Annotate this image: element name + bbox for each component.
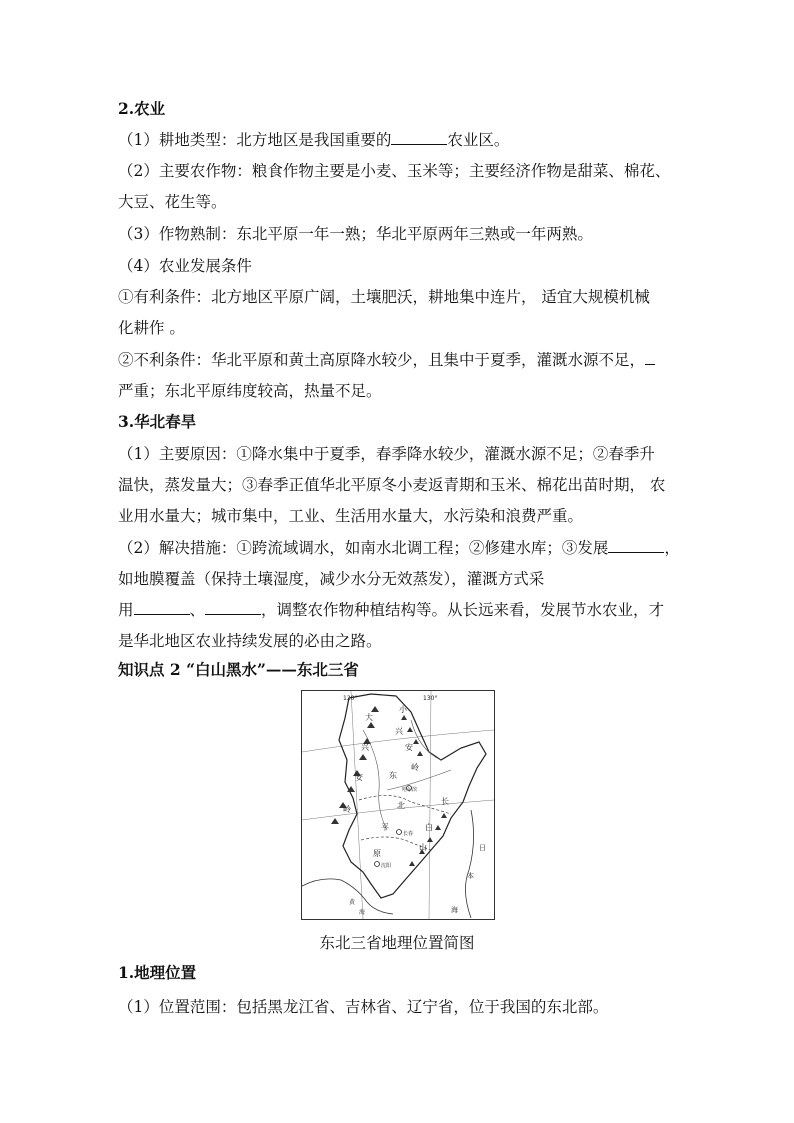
paragraph-crops-line1: （2）主要农作物：粮食作物主要是小麦、玉米等；主要经济作物是甜菜、棉花、 (118, 162, 671, 180)
text-segment: 用 (118, 601, 134, 619)
label-shenyang: 沈阳 (381, 863, 392, 869)
section-heading-location: 1.地理位置 (118, 963, 197, 982)
label-ri: 日 (479, 844, 486, 852)
paragraph-causes-line2: 温快，蒸发量大；③春季正值华北平原冬小麦返青期和玉米、棉花出苗时期， 农 (118, 476, 666, 494)
text-segment: （2）解决措施：①跨流域调水，如南水北调工程；②修建水库；③发展 (118, 539, 609, 557)
label-hai: 海 (451, 906, 458, 914)
label-an: 安 (355, 773, 363, 782)
label-bei: 北 (397, 801, 405, 810)
label-xing: 兴 (361, 743, 369, 752)
paragraph-cropping-system: （3）作物熟制：东北平原一年一熟；华北平原两年三熟或一年两熟。 (118, 225, 593, 243)
section-heading-agriculture: 2.农业 (118, 99, 166, 118)
text-segment: 、 (189, 601, 206, 619)
lon-label-130: 130° (423, 695, 438, 702)
paragraph-measures-line1 (118, 537, 680, 559)
label-xing2: 兴 (395, 727, 403, 736)
paragraph-favorable-line1: ①有利条件：北方地区平原广阔，土壤肥沃，耕地集中连片， 适宜大规模机械 (118, 288, 650, 306)
label-yuan: 原 (373, 849, 381, 858)
fill-blank[interactable] (134, 600, 190, 615)
fill-blank[interactable] (391, 130, 447, 145)
label-an2: 安 (405, 743, 413, 752)
paragraph-crops-line2: 大豆、花生等。 (118, 193, 227, 211)
paragraph-favorable-line2: 化耕作 。 (118, 319, 185, 337)
label-ling2: 岭 (411, 763, 419, 772)
label-shan: 山 (419, 843, 427, 852)
paragraph-causes-line1: （1）主要原因：①降水集中于夏季，春季降水较少，灌溉水源不足；②春季升 (118, 445, 655, 463)
label-dong: 东 (389, 771, 397, 780)
section-heading-spring-drought: 3.华北春旱 (118, 412, 197, 431)
text-segment: （1）耕地类型：北方地区是我国重要的 (118, 131, 392, 149)
label-da: 大 (365, 713, 373, 722)
label-ben: 本 (467, 872, 474, 880)
paragraph-farmland-type (118, 129, 509, 151)
label-huang: 黄 (349, 899, 356, 906)
label-bai: 白 (425, 823, 433, 832)
paragraph-unfavorable-line2: 严重；东北平原纬度较高，热量不足。 (118, 382, 382, 400)
label-chang: 长 (441, 797, 449, 806)
knowledge-point-heading: 知识点 2 “白山黑水”——东北三省 (118, 660, 359, 679)
paragraph-measures-line2: 如地膜覆盖（保持土壤湿度，减少水分无效蒸发），灌溉方式采 (118, 570, 545, 588)
label-ping: 平 (381, 823, 389, 832)
fill-blank[interactable] (205, 600, 261, 615)
paragraph-causes-line3: 业用水量大；城市集中，工业、生活用水量大，水污染和浪费严重。 (118, 507, 584, 525)
text-segment: 农业区。 (447, 131, 510, 149)
fill-blank[interactable] (608, 538, 664, 553)
northeast-map (301, 690, 495, 920)
label-changchun: 长春 (403, 831, 414, 837)
paragraph-location-range: （1）位置范围：包括黑龙江省、吉林省、辽宁省，位于我国的东北部。 (118, 998, 609, 1016)
label-hai2: 海 (359, 909, 366, 916)
paragraph-measures-line4: 是华北地区农业持续发展的必由之路。 (118, 632, 382, 650)
label-xiao: 小 (399, 705, 407, 714)
text-segment: ，调整农作物种植结构等。从长远来看，发展节水农业，才 (261, 601, 665, 619)
paragraph-unfavorable-line1 (118, 349, 655, 371)
text-segment: ， (664, 539, 680, 557)
label-ling: 岭 (343, 805, 351, 814)
label-harbin: 哈尔滨 (402, 787, 418, 793)
paragraph-conditions-title: （4）农业发展条件 (118, 257, 252, 275)
figure-caption: 东北三省地理位置简图 (319, 934, 475, 952)
fill-blank[interactable] (645, 350, 655, 365)
text-segment: ②不利条件：华北平原和黄土高原降水较少，且集中于夏季，灌溉水源不足， (118, 351, 646, 369)
paragraph-measures-line3 (118, 599, 664, 621)
lon-label-120: 120° (343, 695, 358, 702)
